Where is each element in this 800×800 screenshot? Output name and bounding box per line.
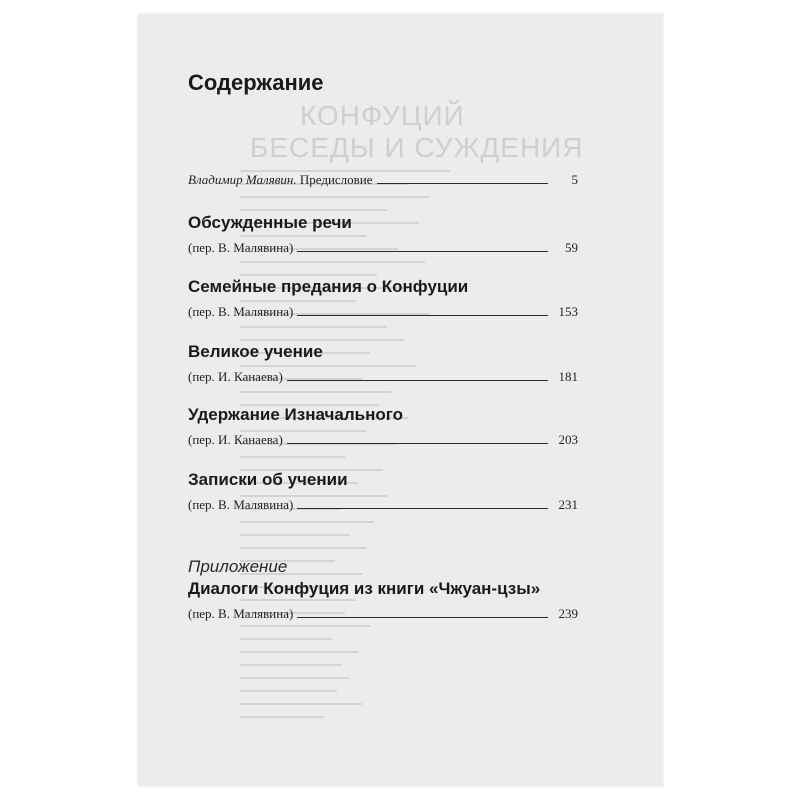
page-number: 153 xyxy=(558,304,578,319)
entry-title: Записки об учении xyxy=(188,470,348,489)
leader-line xyxy=(377,183,548,184)
entry-translator: (пер. В. Малявина) xyxy=(188,240,294,255)
leader-line xyxy=(297,251,548,252)
entry-translator: (пер. И. Канаева) xyxy=(188,369,283,384)
preface-author: Владимир Малявин. xyxy=(188,172,297,187)
toc-title: Содержание xyxy=(188,70,324,95)
leader-line xyxy=(287,443,548,444)
page-number: 5 xyxy=(571,172,578,187)
entry-translator: (пер. В. Малявина) xyxy=(188,606,294,621)
page-number: 231 xyxy=(558,497,578,512)
bleed-through-text: БЕСЕДЫ И СУЖДЕНИЯ xyxy=(250,132,584,163)
toc-preface[interactable] xyxy=(188,166,578,188)
entry-title: Удержание Изначального xyxy=(188,405,403,424)
entry-title: Диалоги Конфуция из книги «Чжуан-цзы» xyxy=(188,579,541,598)
preface-title: Предисловие xyxy=(299,172,373,187)
page-number: 239 xyxy=(558,606,578,621)
leader-line xyxy=(297,315,548,316)
toc-entry[interactable] xyxy=(188,341,578,385)
toc-entry[interactable] xyxy=(188,404,578,448)
entry-translator: (пер. В. Малявина) xyxy=(188,304,294,319)
leader-line xyxy=(297,617,548,618)
entry-title: Семейные предания о Конфуции xyxy=(188,277,469,296)
page-number: 59 xyxy=(565,240,578,255)
toc-entry[interactable] xyxy=(188,469,578,513)
leader-line xyxy=(287,380,548,381)
page-number: 203 xyxy=(558,432,578,447)
entry-title: Обсужденные речи xyxy=(188,213,352,232)
toc-appendix[interactable] xyxy=(188,556,578,622)
toc-entry[interactable] xyxy=(188,212,578,256)
entry-title: Великое учение xyxy=(188,342,323,361)
bleed-through-text: КОНФУЦИЙ xyxy=(300,100,465,131)
entry-translator: (пер. В. Малявина) xyxy=(188,497,294,512)
page-number: 181 xyxy=(558,369,578,384)
preface-label xyxy=(188,172,373,188)
toc-entry[interactable] xyxy=(188,276,578,320)
leader-line xyxy=(297,508,548,509)
appendix-label: Приложение xyxy=(188,557,288,576)
entry-translator: (пер. И. Канаева) xyxy=(188,432,283,447)
